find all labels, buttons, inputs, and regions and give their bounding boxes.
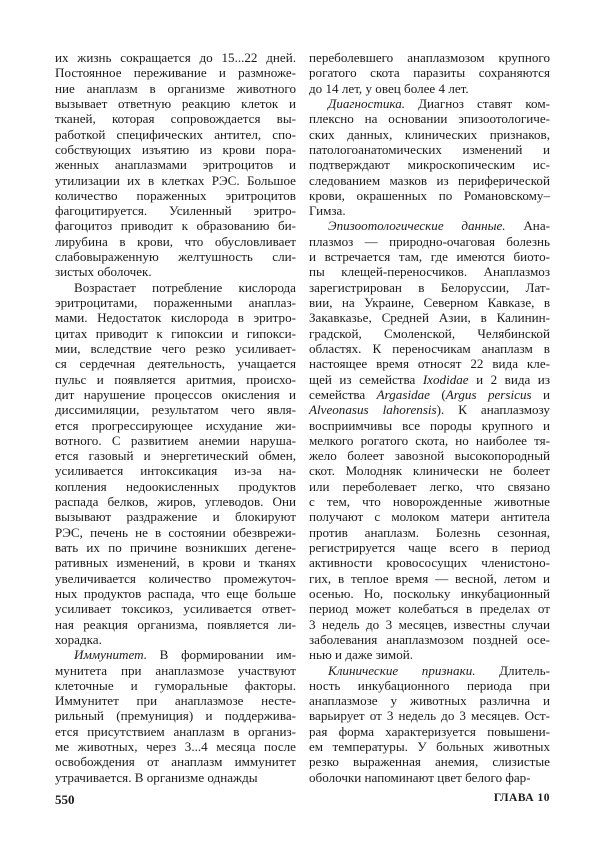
text-line	[55, 754, 296, 769]
italic-heading: Ixodidae	[422, 371, 469, 387]
text-run: 3 недель до 3 месяцев, известны случаи	[309, 616, 550, 632]
text-line	[309, 617, 550, 632]
text-run: Гимза.	[309, 203, 346, 219]
text-line	[309, 326, 550, 341]
text-line	[309, 509, 550, 524]
text-run: мии, вследствие чего резко усиливает-	[55, 340, 296, 356]
text-run: Длитель-	[475, 662, 550, 678]
text-run: вотного. С развитием анемии наруша-	[55, 432, 296, 448]
text-run: жело болеет завозной высокопородный	[309, 448, 550, 464]
text-run: варьирует от 3 недель до 3 месяцев. Ост-	[309, 708, 550, 724]
text-line	[55, 555, 296, 570]
text-line	[309, 372, 550, 387]
text-run: тканей, которая сопровождается вы-	[55, 111, 296, 127]
text-run: утрачивается. В организме однажды	[55, 769, 258, 785]
text-line	[309, 724, 550, 739]
text-line	[55, 264, 296, 279]
text-run: слабовыраженную желтушность сли-	[55, 249, 296, 265]
text-run: заболевания анаплазмозом поздней осе-	[309, 631, 550, 647]
text-line	[309, 571, 550, 586]
text-line	[309, 433, 550, 448]
text-line	[55, 310, 296, 325]
text-line	[309, 678, 550, 693]
text-run: и 2 вида из	[468, 371, 550, 387]
text-run: областях. К переносчикам анаплазм в	[309, 340, 550, 356]
text-run: ется газовый и энергетический обмен,	[55, 448, 296, 464]
text-run: восприимчивы все породы крупного и	[309, 417, 550, 433]
text-run: Постоянное переживание и размноже-	[55, 65, 296, 81]
paragraph	[55, 280, 296, 648]
text-line	[309, 525, 550, 540]
text-line	[55, 647, 296, 662]
text-run: рая форма характеризуется повышени-	[309, 723, 550, 739]
text-line	[309, 188, 550, 203]
text-run: В формировании им-	[147, 647, 296, 663]
text-line	[309, 708, 550, 723]
text-run: ся сердечная деятельность, учащается	[55, 356, 296, 372]
text-line	[55, 586, 296, 601]
text-line	[55, 218, 296, 233]
text-line	[309, 540, 550, 555]
left-text-column	[55, 50, 296, 785]
text-run: получают с молоком матери антитела	[309, 509, 550, 525]
text-line	[55, 295, 296, 310]
italic-heading: Argus persicus	[445, 386, 532, 402]
text-line	[309, 280, 550, 295]
text-line	[55, 402, 296, 417]
text-run: пы клещей-переносчиков. Анаплазмоз	[309, 264, 550, 280]
text-line	[55, 708, 296, 723]
paragraph	[55, 50, 296, 280]
text-line	[309, 647, 550, 662]
text-run: усиливает токсикоз, усиливается ответ-	[55, 601, 296, 617]
text-run: женных анаплазмами эритроцитов и	[55, 157, 296, 173]
text-line	[309, 402, 550, 417]
text-run: Закавказье, Средней Азии, в Калинин-	[309, 310, 550, 326]
text-run: вать их по причине возникших дегене-	[55, 540, 296, 555]
text-run: дит нарушение процессов окисления и	[55, 386, 296, 402]
text-line	[309, 341, 550, 356]
text-line	[55, 494, 296, 509]
text-line	[55, 81, 296, 96]
text-line	[55, 188, 296, 203]
text-run: мунитета при анаплазмозе участвуют	[55, 662, 296, 678]
text-line	[309, 142, 550, 157]
text-run: ских данных, клинических признаков,	[309, 126, 550, 142]
text-line	[55, 678, 296, 693]
text-line	[309, 356, 550, 371]
text-line	[309, 418, 550, 433]
text-run: ). К анаплазмозу	[436, 402, 550, 418]
text-run: ная реакция организма, появляется ли-	[55, 616, 296, 632]
text-line	[55, 387, 296, 402]
text-run: семейства	[309, 386, 377, 402]
text-run: вызывает ответную реакцию клеток и	[55, 95, 296, 111]
text-run: градской, Смоленской, Челябинской	[309, 325, 550, 341]
paragraph	[309, 96, 550, 219]
text-line	[55, 463, 296, 478]
text-line	[55, 341, 296, 356]
text-line	[309, 663, 550, 678]
text-line	[309, 739, 550, 754]
text-line	[309, 586, 550, 601]
text-line	[55, 617, 296, 632]
text-run: патологоанатомических изменений и	[309, 141, 550, 157]
text-line	[55, 173, 296, 188]
text-run: хорадка.	[55, 631, 102, 647]
text-line	[309, 693, 550, 708]
text-line	[55, 433, 296, 448]
text-line	[55, 479, 296, 494]
text-run: резко выраженная анемия, слизистые	[309, 754, 550, 770]
text-line	[309, 770, 550, 785]
text-line	[309, 173, 550, 188]
text-line	[309, 494, 550, 509]
text-line	[309, 295, 550, 310]
text-line	[55, 571, 296, 586]
text-run: цитах приводит к гипоксии и гипокси-	[55, 325, 296, 341]
text-line	[309, 157, 550, 172]
text-run: ем температуры. У больных животных	[309, 739, 550, 755]
text-line	[55, 234, 296, 249]
text-line	[55, 65, 296, 80]
text-run: ных продуктов распада, что еще больше	[55, 585, 296, 601]
text-line	[55, 372, 296, 387]
text-line	[55, 663, 296, 678]
text-line	[55, 525, 296, 540]
text-line	[55, 770, 296, 785]
text-line	[309, 632, 550, 647]
text-run: ность инкубационного периода при	[309, 677, 550, 693]
text-run: ется прогрессирующее исхудание жи-	[55, 417, 296, 433]
text-run: лирубина в крови, что обусловливает	[55, 233, 296, 249]
text-line	[309, 50, 550, 65]
text-line	[309, 754, 550, 769]
text-run: копления недоокисленных продуктов	[55, 478, 296, 494]
right-text-column	[309, 50, 550, 785]
text-line	[55, 509, 296, 524]
text-run: увеличивается количество промежуточ-	[55, 570, 296, 586]
text-run: скот. Молодняк клинически не болеет	[309, 463, 550, 479]
paragraph	[309, 218, 550, 662]
text-run: диссимиляции, результатом чего явля-	[55, 402, 296, 418]
text-run: утилизации их в клетках РЭС. Большое	[55, 172, 296, 188]
text-run: Иммунитет при анаплазмозе нестe-	[55, 693, 296, 709]
text-run: гих, в теплое время — весной, летом и	[309, 570, 550, 586]
text-line	[55, 693, 296, 708]
text-line	[309, 218, 550, 233]
text-run: РЭС, печень не в состоянии обезврежи-	[55, 524, 296, 540]
page-number: 550	[55, 792, 75, 807]
text-run: фагоцитируется. Усиленный эритро-	[55, 203, 296, 219]
text-run: или переболевает легко, что связано	[309, 478, 550, 494]
text-run: ется присутствием анаплазм в организ-	[55, 723, 296, 739]
text-line	[309, 234, 550, 249]
text-line	[55, 356, 296, 371]
text-run: мами. Недостаток кислорода в эритро-	[55, 310, 296, 326]
text-run: оболочки напоминают цвет белого фар-	[309, 769, 531, 785]
text-line	[309, 448, 550, 463]
text-run: ме животных, через 3...4 месяца после	[55, 739, 296, 755]
text-line	[55, 280, 296, 295]
text-run: рильный (премуниция) и поддержива-	[55, 708, 296, 724]
text-run: мелкого рогатого скота, но наиболее тя-	[309, 432, 550, 448]
text-line	[309, 479, 550, 494]
text-line	[309, 601, 550, 616]
text-line	[309, 310, 550, 325]
text-line	[309, 65, 550, 80]
text-line	[55, 724, 296, 739]
text-run: Диагноз ставят ком-	[405, 95, 550, 111]
text-run: усиливается интоксикация из-за на-	[55, 463, 296, 479]
text-run: работкой специфических антител, спо-	[55, 126, 296, 142]
text-line	[55, 127, 296, 142]
text-run: вии, на Украине, Северном Кавказе, в	[309, 295, 550, 310]
text-run: до 14 лет, у овец более 4 лет.	[309, 80, 469, 96]
text-line	[55, 540, 296, 555]
text-run: ративных изменений, в крови и тканях	[55, 555, 296, 571]
paragraph	[309, 663, 550, 786]
text-run: распада белков, жиров, углеводов. Они	[55, 494, 296, 510]
text-run: (	[429, 386, 446, 402]
italic-heading: Эпизоотологические данные.	[328, 218, 506, 234]
italic-heading: Иммунитет.	[74, 647, 148, 663]
text-line	[55, 111, 296, 126]
text-run: активности кровососущих членистоно-	[309, 555, 550, 571]
text-run: освобождения от анаплазм иммунитет	[55, 754, 296, 770]
text-line	[309, 96, 550, 111]
text-run: Возрастает потребление кислорода	[74, 279, 296, 295]
text-run: зистых оболочек.	[55, 264, 152, 280]
text-run: против анаплазм. Болезнь сезонная,	[309, 524, 550, 540]
text-line	[55, 203, 296, 218]
text-run: анаплазмозе у животных различна и	[309, 693, 550, 709]
text-run: ние анаплазм в организме животного	[55, 80, 296, 96]
text-line	[309, 463, 550, 478]
text-run: щей из семейства	[309, 371, 423, 387]
text-run: зарегистрирован в Белоруссии, Лат-	[309, 279, 550, 295]
italic-heading: Клинические признаки.	[328, 662, 476, 678]
text-run: вызывают раздражение и блокируют	[55, 509, 296, 525]
text-run: плазмоз — природно-очаговая болезнь	[309, 233, 550, 249]
text-line	[55, 50, 296, 65]
text-line	[309, 264, 550, 279]
text-line	[309, 387, 550, 402]
paragraph	[55, 647, 296, 785]
text-line	[55, 142, 296, 157]
text-run: регистрируется чаще всего в период	[309, 540, 550, 555]
text-run: и	[531, 386, 550, 402]
text-line	[55, 326, 296, 341]
text-line	[55, 739, 296, 754]
text-line	[55, 96, 296, 111]
italic-heading: Argasidae	[376, 386, 430, 402]
text-run: Ана-	[505, 218, 550, 234]
text-line	[55, 249, 296, 264]
text-line	[55, 418, 296, 433]
text-line	[55, 632, 296, 647]
text-line	[55, 448, 296, 463]
text-run: их жизнь сокращается до 15...22 дней.	[55, 50, 296, 65]
chapter-label: ГЛАВА 10	[493, 792, 550, 804]
text-line	[55, 157, 296, 172]
text-run: подтверждают микроскопическим ис-	[309, 157, 550, 173]
text-run: нью и даже зимой.	[309, 647, 414, 663]
text-run: следованием мазков из периферической	[309, 172, 550, 188]
text-run: плексно на основании эпизоотологиче-	[309, 111, 550, 127]
text-line	[309, 111, 550, 126]
text-line	[309, 555, 550, 570]
text-run: пульс и появляется аритмия, происхо-	[55, 371, 296, 387]
text-run: с тем, что новорожденные животные	[309, 494, 550, 510]
text-run: и встречается там, где имеются биото-	[309, 249, 550, 265]
text-run: переболевшего анаплазмозом крупного	[309, 50, 550, 65]
text-run: собствующих изъятию из крови пора-	[55, 141, 296, 157]
text-line	[309, 249, 550, 264]
text-run: рогатого скота паразиты сохраняются	[309, 65, 550, 81]
text-run: количество пораженных эритроцитов	[55, 187, 296, 203]
text-line	[309, 81, 550, 96]
text-run: эритроцитами, пораженными анаплаз-	[55, 295, 296, 310]
text-run: крови, окрашенных по Романовскому–	[309, 187, 550, 203]
italic-heading: Alveonasus lahorensis	[309, 402, 437, 418]
text-line	[55, 601, 296, 616]
text-run: период может колебаться в пределах от	[309, 601, 550, 617]
text-run: осенью. Но, поскольку инкубационный	[309, 585, 550, 601]
text-run: настоящее время относят 22 вида кле-	[309, 356, 550, 372]
paragraph	[309, 50, 550, 96]
italic-heading: Диагностика.	[328, 95, 406, 111]
text-run: клеточные и гуморальные факторы.	[55, 677, 296, 693]
text-line	[309, 127, 550, 142]
text-line	[309, 203, 550, 218]
text-run: фагоцитоз приводит к образованию би-	[55, 218, 296, 234]
